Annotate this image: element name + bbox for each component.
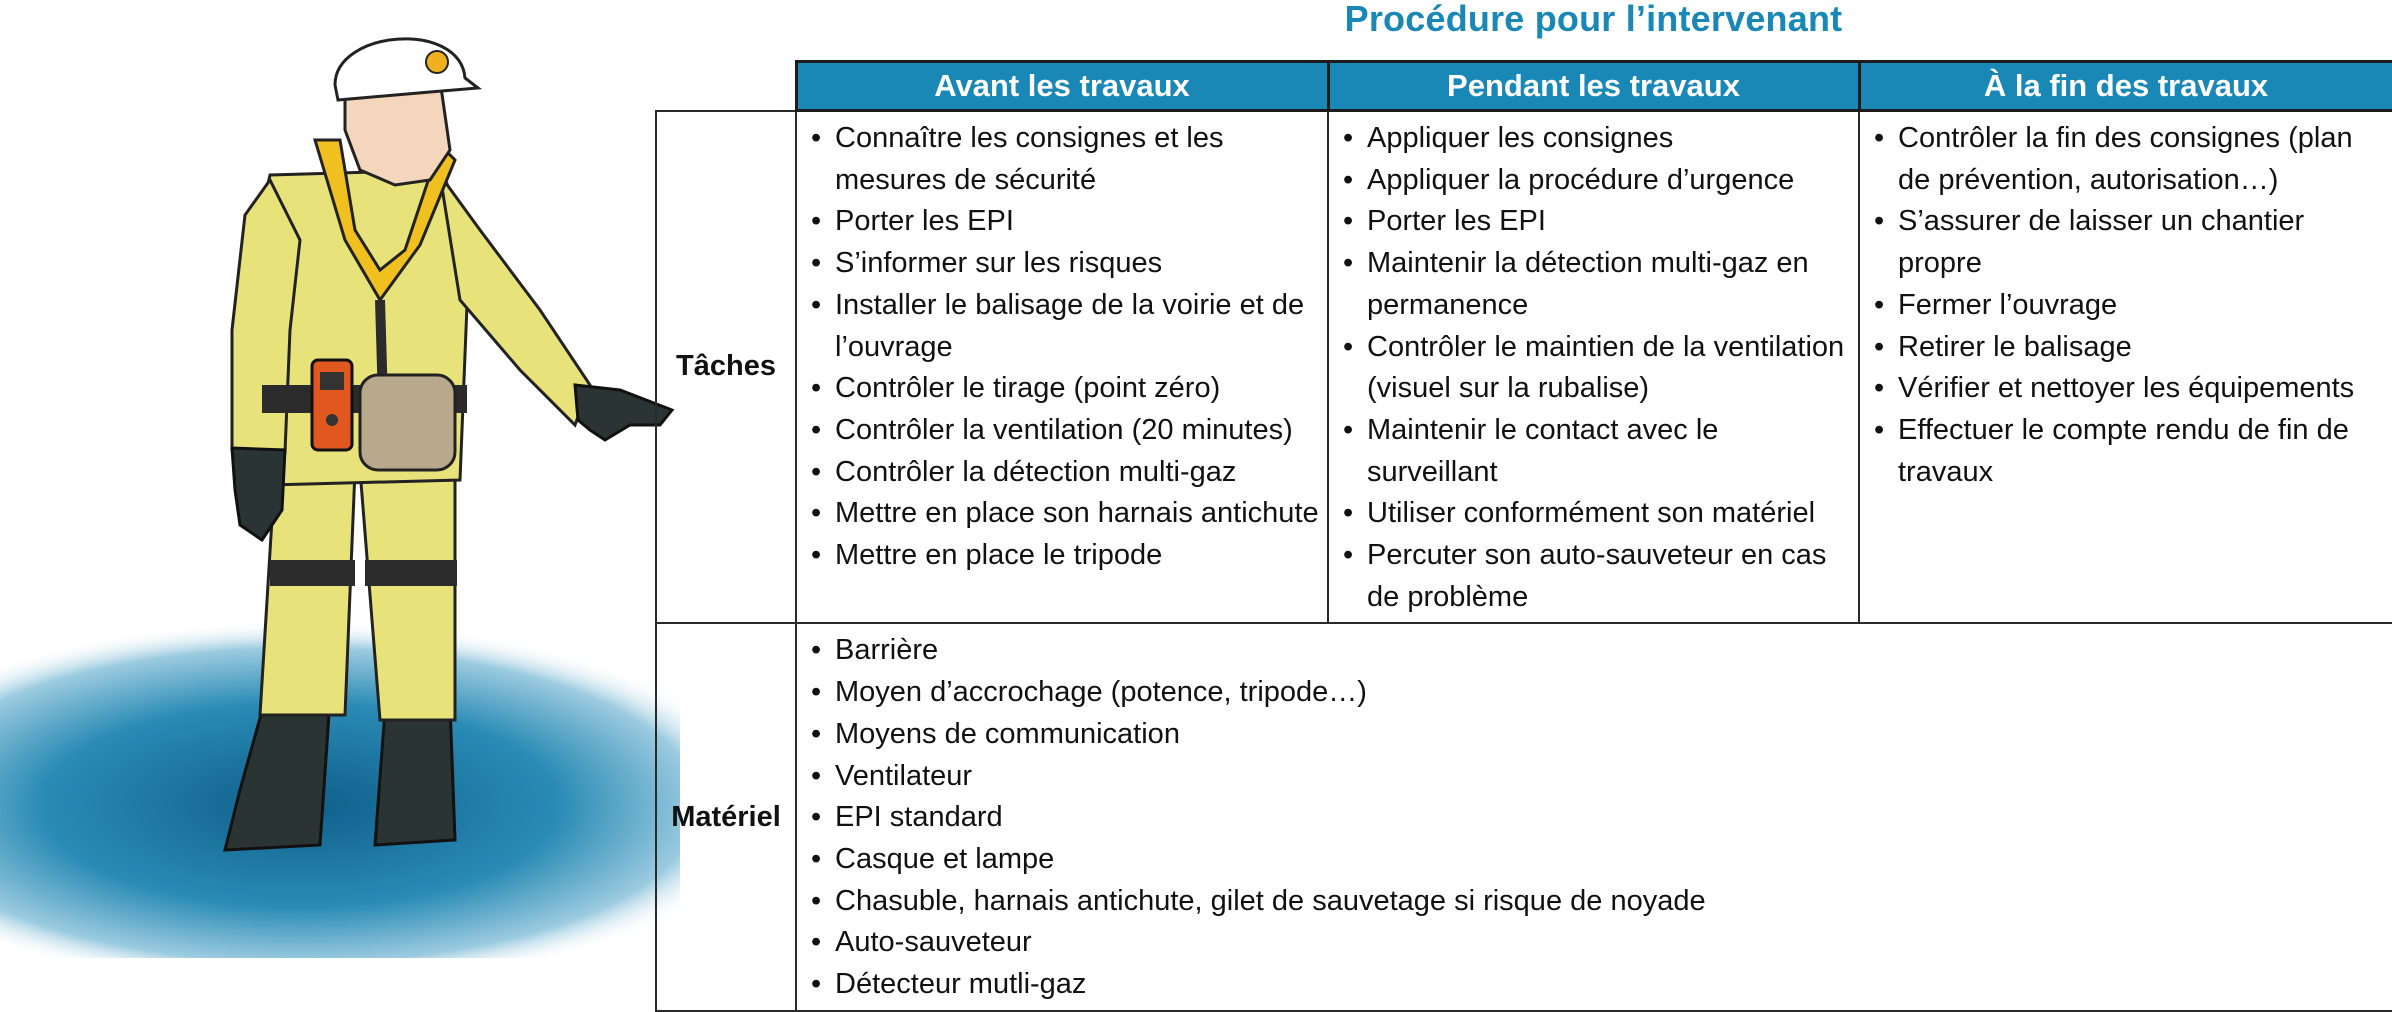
leg-strap-right — [365, 560, 457, 586]
tasks-fin-cell — [1859, 111, 2392, 624]
list-item: • Détecteur mutli-gaz — [811, 964, 2386, 1006]
list-item: • Porter les EPI — [811, 201, 1321, 243]
tasks-row — [656, 111, 2392, 624]
equipment-cell — [796, 623, 2392, 1010]
list-item: • Mettre en place son harnais antichute — [811, 493, 1321, 535]
page-title: Procédure pour l’intervenant — [1344, 0, 1843, 39]
equipment-list — [797, 624, 2392, 1009]
column-header-pendant: Pendant les travaux — [1328, 62, 1859, 111]
list-item: • Maintenir le contact avec le surveillant — [1343, 410, 1852, 493]
equipment-row — [656, 623, 2392, 1010]
list-item: • Auto-sauveteur — [811, 922, 2386, 964]
column-header-fin: À la fin des travaux — [1859, 62, 2392, 111]
tasks-fin-list — [1860, 112, 2392, 497]
list-item: • Contrôler la ventilation (20 minutes) — [811, 410, 1321, 452]
list-item: • Utiliser conformément son matériel — [1343, 493, 1852, 535]
list-item: • S’assurer de laisser un chantier propre — [1874, 201, 2386, 284]
tasks-avant-cell — [796, 111, 1328, 624]
list-item: • Mettre en place le tripode — [811, 535, 1321, 577]
list-item: • S’informer sur les risques — [811, 243, 1321, 285]
list-item: • EPI standard — [811, 797, 2386, 839]
list-item: • Appliquer les consignes — [1343, 118, 1852, 160]
list-item: • Appliquer la procédure d’urgence — [1343, 160, 1852, 202]
list-item: • Ventilateur — [811, 756, 2386, 798]
list-item: • Moyens de communication — [811, 714, 2386, 756]
right-boot — [375, 705, 455, 845]
row-label-tasks: Tâches — [656, 111, 796, 624]
header-row — [656, 62, 2392, 111]
list-item: • Retirer le balisage — [1874, 327, 2386, 369]
list-item: • Casque et lampe — [811, 839, 2386, 881]
helmet-icon — [335, 39, 478, 100]
tasks-pendant-cell — [1328, 111, 1859, 624]
row-label-equipment: Matériel — [656, 623, 796, 1010]
list-item: • Installer le balisage de la voirie et de l’ouvrage — [811, 285, 1321, 368]
worker-illustration — [0, 0, 680, 958]
column-header-avant: Avant les travaux — [796, 62, 1328, 111]
list-item: • Contrôler le tirage (point zéro) — [811, 368, 1321, 410]
list-item: • Connaître les consignes et les mesures de sécurité — [811, 118, 1321, 201]
list-item: • Fermer l’ouvrage — [1874, 285, 2386, 327]
helmet-lamp — [426, 51, 448, 73]
list-item: • Moyen d’accrochage (potence, tripode…) — [811, 672, 2386, 714]
list-item: • Contrôler la fin des consignes (plan de prévention, autorisation…) — [1874, 118, 2386, 201]
tasks-pendant-list — [1329, 112, 1858, 622]
leg-strap-left — [270, 560, 355, 586]
list-item: • Contrôler la détection multi-gaz — [811, 452, 1321, 494]
list-item: • Chasuble, harnais antichute, gilet de sauvetage si risque de noyade — [811, 881, 2386, 923]
self-rescuer-pouch — [360, 375, 455, 470]
list-item: • Barrière — [811, 630, 2386, 672]
list-item: • Contrôler le maintien de la ventilation (visuel sur la rubalise) — [1343, 327, 1852, 410]
list-item: • Effectuer le compte rendu de fin de travaux — [1874, 410, 2386, 493]
list-item: • Percuter son auto-sauveteur en cas de problème — [1343, 535, 1852, 618]
tasks-avant-list — [797, 112, 1327, 581]
list-item: • Porter les EPI — [1343, 201, 1852, 243]
list-item: • Maintenir la détection multi-gaz en permanence — [1343, 243, 1852, 326]
list-item: • Vérifier et nettoyer les équipements — [1874, 368, 2386, 410]
header-corner — [656, 62, 796, 111]
procedure-table — [655, 60, 2392, 1012]
